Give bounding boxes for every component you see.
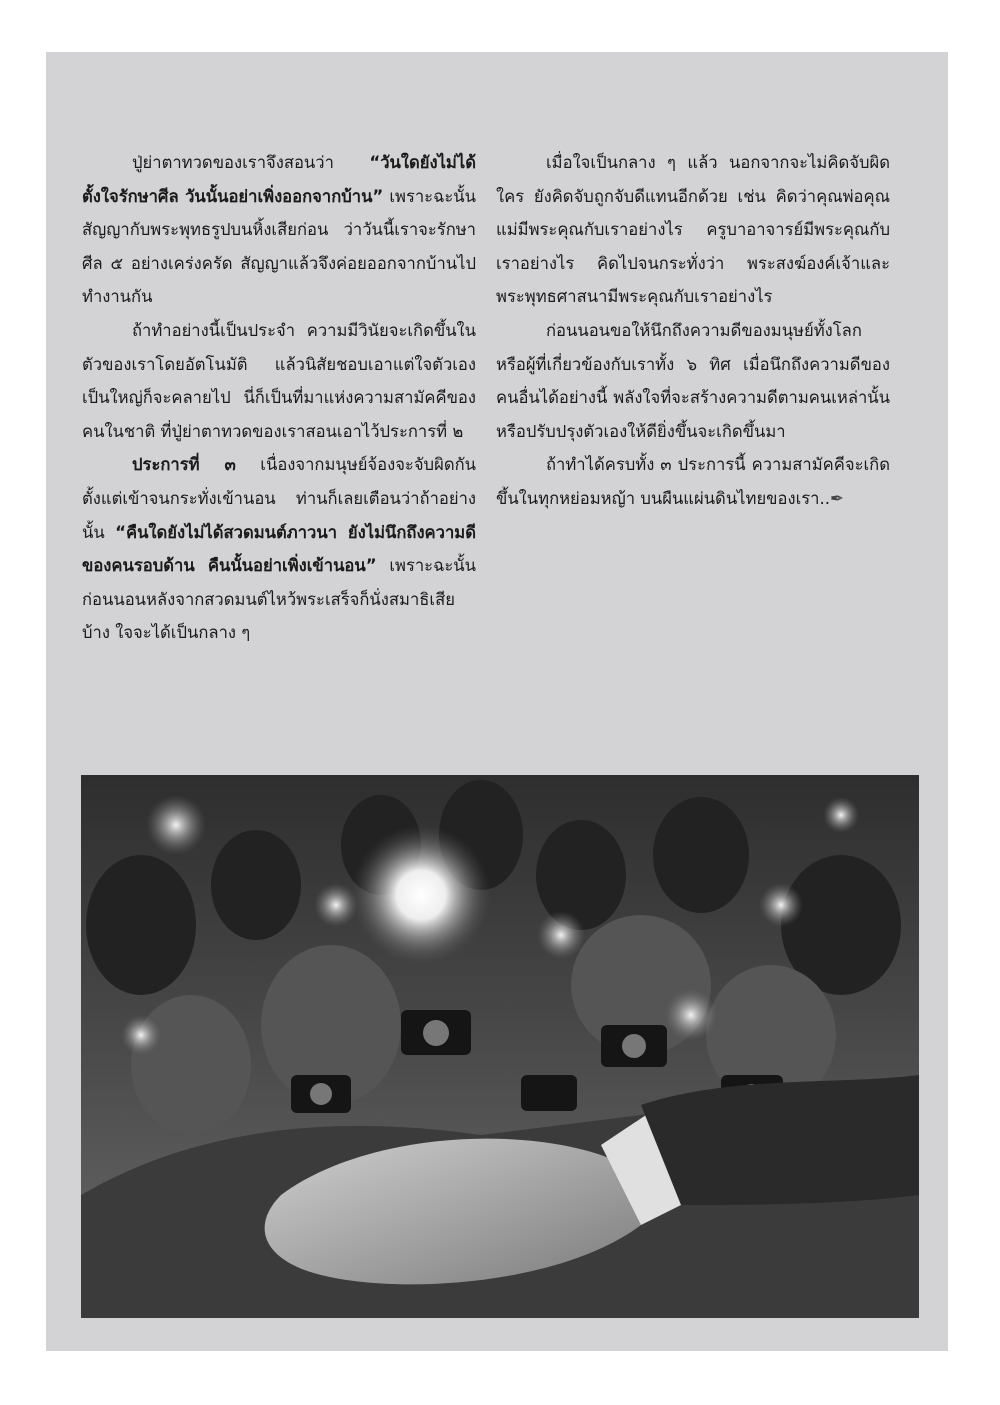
paragraph — [82, 448, 476, 650]
text-run: ปู่ย่าตาทวดของเราจึงสอนว่า — [132, 153, 370, 172]
emphasis-quote: “วันใดยังไม่ได้ตั้งใจรักษาศีล วันนั้นอย่าเพิ่งออกจากบ้าน” — [82, 153, 476, 206]
text-run: เนื่องจากมนุษย์จ้องจะจับผิดกันตั้งแต่เข้าจนกระทั่งเข้านอน ท่านก็เลยเตือนว่าถ้าอย่างนั้น — [82, 455, 476, 542]
photo-illustration — [81, 775, 919, 1318]
text-run: เพราะฉะนั้น สัญญากับพระพุทธรูปบนหิ้งเสียก่อน ว่าวันนี้เราจะรักษาศีล ๕ อย่างเคร่งครัด สัญญาแล้วจึงค่อยออกจากบ้านไปทำงานกัน — [82, 186, 476, 307]
left-text-column — [82, 146, 476, 650]
paragraph: ก่อนนอนขอให้นึกถึงความดีของมนุษย์ทั้งโลก หรือผู้ที่เกี่ยวข้องกับเราทั้ง ๖ ทิศ เมื่อนึกถึงความดีของคนอื่นได้อย่างนี้ พลังใจที่จะสร้างความดีตามคนเหล่านั้น หรือปรับปรุงตัวเองให้ดียิ่งขึ้นจะเกิดขึ้นมา — [496, 320, 890, 441]
paragraph: ถ้าทำอย่างนี้เป็นประจำ ความมีวินัยจะเกิดขึ้นในตัวของเราโดยอัตโนมัติ แล้วนิสัยชอบเอาแต่ใจตัวเองเป็นใหญ่ก็จะคลายไป นี่ก็เป็นที่มาแห่งความสามัคคีของคนในชาติ ที่ปู่ย่าตาทวดของเราสอนเอาไว้ประการที่ ๒ — [82, 320, 476, 441]
paragraph: เมื่อใจเป็นกลาง ๆ แล้ว นอกจากจะไม่คิดจับผิดใคร ยังคิดจับถูกจับดีแทนอีกด้วย เช่น คิดว่าคุณพ่อคุณแม่มีพระคุณกับเราอย่างไร ครูบาอาจารย์มีพระคุณกับเราอย่างไร คิดไปจนกระทั่งว่า พระสงฆ์องค์เจ้าและพระพุทธศาสนามีพระคุณกับเราอย่างไร — [496, 153, 890, 307]
photographers-photo — [81, 775, 919, 1318]
text-run: ถ้าทำได้ครบทั้ง ๓ ประการนี้ ความสามัคคีจะเกิดขึ้นในทุกหย่อมหญ้า บนผืนแผ่นดินไทยของเรา.. — [496, 455, 890, 508]
paragraph — [82, 146, 476, 314]
text-run: เพราะฉะนั้น ก่อนนอนหลังจากสวดมนต์ไหว้พระเสร็จก็นั่งสมาธิเสียบ้าง ใจจะได้เป็นกลาง ๆ — [82, 556, 476, 643]
emphasis-quote: “คืนใดยังไม่ได้สวดมนต์ภาวนา ยังไม่นึกถึงความดีของคนรอบด้าน คืนนั้นอย่าเพิ่งเข้านอน” — [82, 522, 476, 576]
pen-end-mark-icon: ✒ — [830, 488, 844, 508]
paragraph — [496, 448, 890, 515]
emphasis-heading: ประการที่ ๓ — [132, 455, 236, 475]
right-text-column — [496, 146, 890, 516]
